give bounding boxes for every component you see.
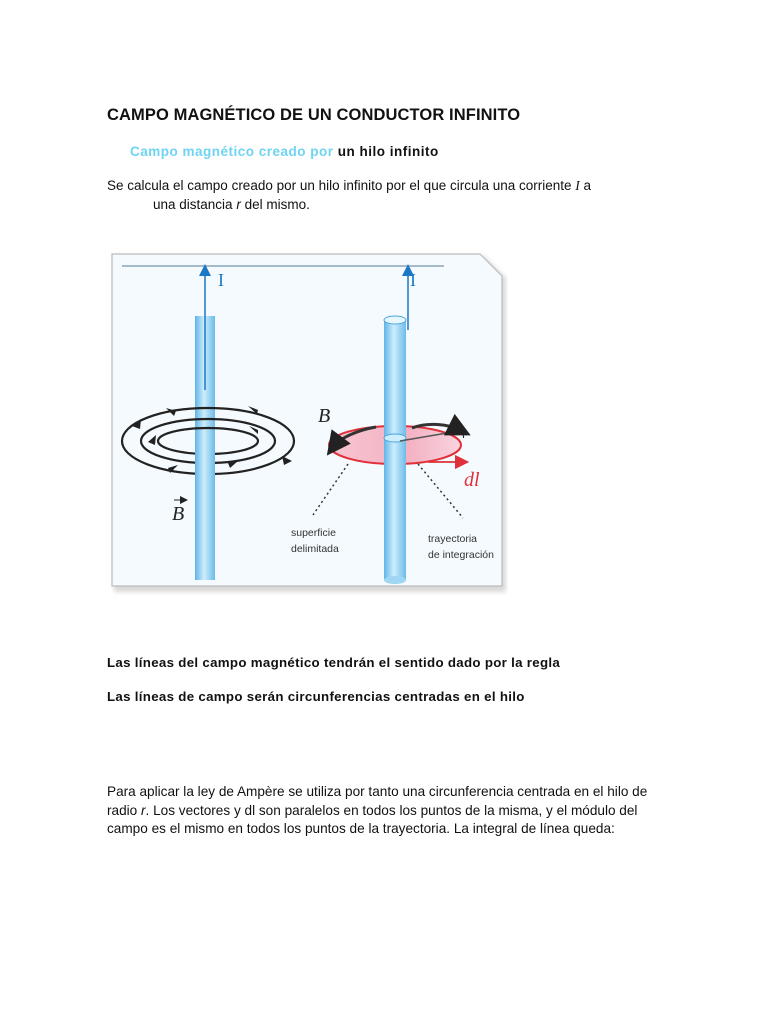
right-wire-bottom xyxy=(384,576,406,584)
dl-label: dl xyxy=(464,469,480,491)
path-label-2: de integración xyxy=(428,549,494,561)
current-symbol: I xyxy=(575,178,580,193)
radius-symbol: r xyxy=(141,802,146,818)
subtitle-rest: un hilo infinito xyxy=(333,144,439,159)
rule-statement-1: Las líneas del campo magnético tendrán el sentido dado por la regla xyxy=(107,655,561,670)
intro-paragraph xyxy=(107,176,687,214)
left-current-label: I xyxy=(218,270,224,290)
surface-label-2: delimitada xyxy=(291,543,339,555)
intro-text: una distancia xyxy=(153,197,237,212)
rule-statement-2: Las líneas de campo serán circunferencias centradas en el hilo xyxy=(107,689,525,704)
intro-text: del mismo. xyxy=(240,197,310,212)
surface-label-1: superficie xyxy=(291,527,336,539)
figure-illustration xyxy=(108,250,508,595)
intro-text: a xyxy=(579,178,592,193)
distance-symbol: r xyxy=(236,197,241,212)
ampere-text: Para aplicar la ley de Ampère se utiliza por tanto una circunferencia centrada en el hilo de radio xyxy=(107,784,648,818)
right-wire-top xyxy=(384,316,406,324)
ampere-text: . Los vectores y dl son paralelos en todos los puntos de la misma, y el módulo del campo es el mismo en todos los puntos de la trayectoria. La integral de línea queda: xyxy=(107,802,638,836)
page-title: CAMPO MAGNÉTICO DE UN CONDUCTOR INFINITO xyxy=(107,106,521,124)
left-wire-front xyxy=(195,450,215,580)
path-label-1: trayectoria xyxy=(428,533,478,545)
right-wire xyxy=(384,320,406,580)
section-subtitle xyxy=(130,144,439,159)
right-b-label: B xyxy=(318,405,331,427)
radius-label: r xyxy=(462,426,467,441)
magnetic-field-figure xyxy=(108,250,508,595)
left-b-label: B xyxy=(172,503,185,525)
right-current-label: I xyxy=(410,270,416,290)
intro-line-2 xyxy=(107,195,687,214)
intro-text: Se calcula el campo creado por un hilo infinito por el que circula una corriente xyxy=(107,178,576,193)
subtitle-highlight: Campo magnético creado por xyxy=(130,144,334,159)
ampere-paragraph xyxy=(107,783,667,839)
